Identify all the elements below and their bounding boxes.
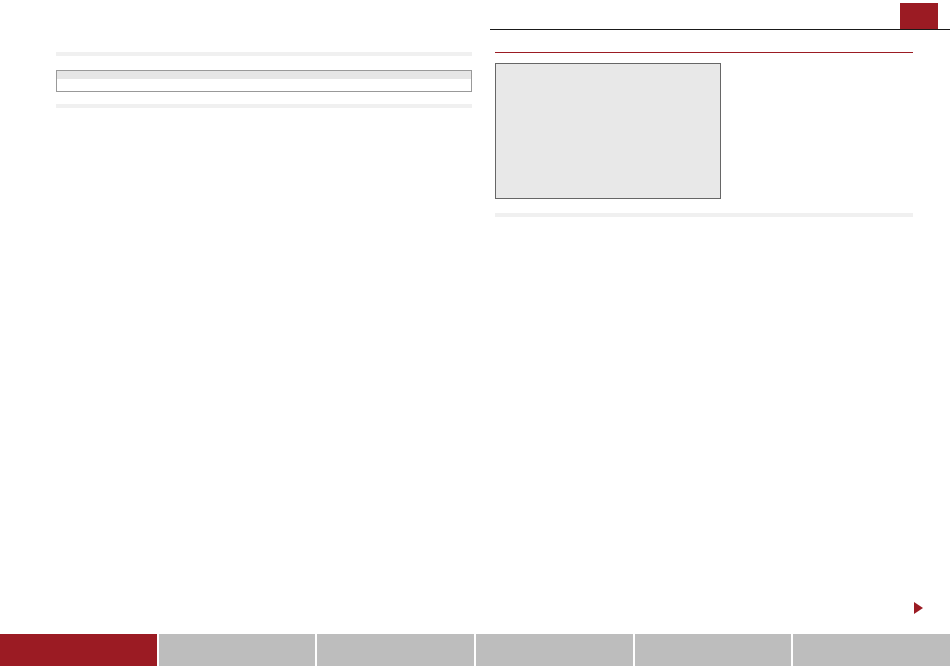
bottom-chapter-nav (0, 634, 950, 666)
header-rule (490, 29, 950, 30)
right-column (495, 44, 913, 223)
page-header (0, 0, 950, 32)
parking-sensor-figure (495, 63, 721, 199)
warning-title (57, 71, 471, 79)
nav-item[interactable] (159, 634, 316, 666)
right-body-placeholder (495, 213, 913, 217)
section-rule (495, 52, 913, 53)
nav-item[interactable] (635, 634, 792, 666)
nav-item[interactable] (793, 634, 950, 666)
warning-body (57, 79, 471, 91)
nav-item[interactable] (476, 634, 633, 666)
nav-item[interactable] (0, 634, 157, 666)
left-column (56, 44, 472, 114)
caution-body (56, 104, 472, 108)
nav-item[interactable] (317, 634, 474, 666)
page-number (900, 3, 938, 29)
warning-box (56, 70, 472, 92)
next-page-arrow-icon[interactable] (914, 602, 923, 614)
left-body-placeholder (56, 52, 472, 56)
